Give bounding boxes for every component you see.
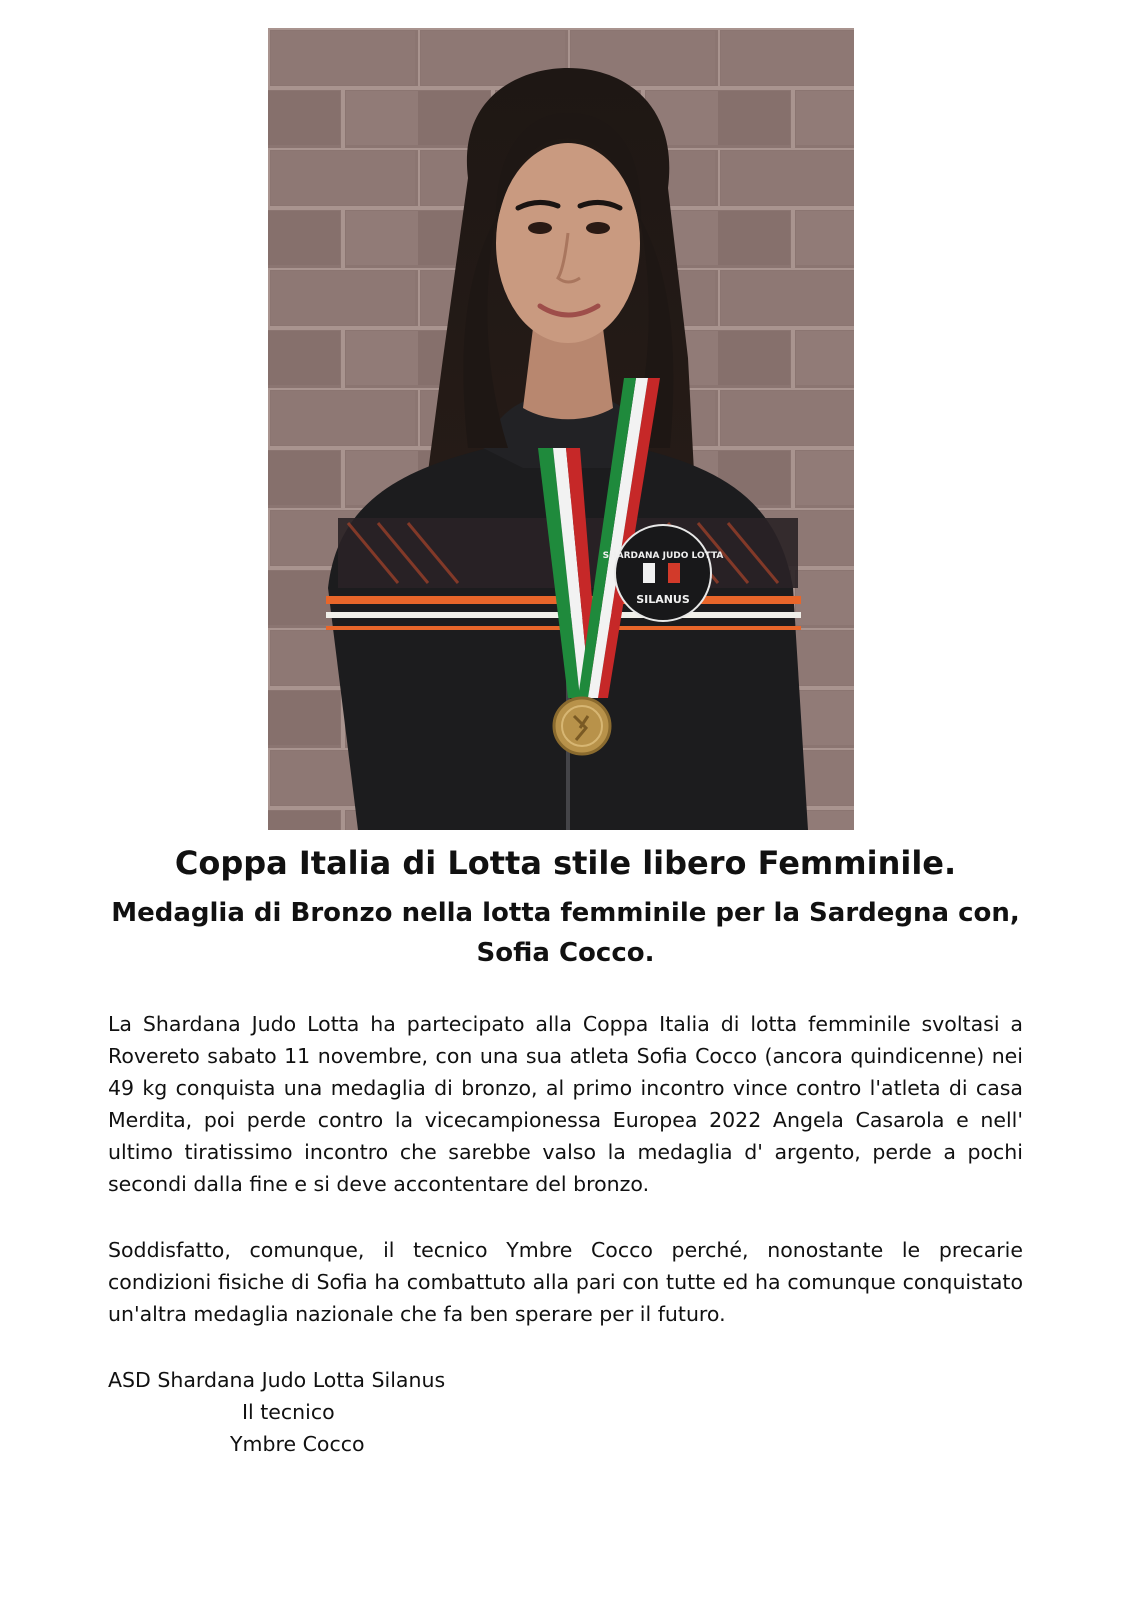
article-subtitle: Medaglia di Bronzo nella lotta femminile per la Sardegna con, Sofia Cocco.: [111, 898, 1020, 968]
eye-right: [586, 222, 610, 234]
signature-organization: ASD Shardana Judo Lotta Silanus: [108, 1368, 446, 1392]
signature-name: Ymbre Cocco: [230, 1432, 365, 1456]
article-paragraph-2: Soddisfatto, comunque, il tecnico Ymbre Cocco perché, nonostante le precarie condizioni fisiche di Sofia ha combattuto alla pari con tutte ed ha comunque conquistato un'altra medaglia nazionale che fa ben sperare per il futuro.: [108, 1238, 1023, 1326]
athlete-photo: [268, 28, 854, 830]
article-title: Coppa Italia di Lotta stile libero Femminile.: [174, 844, 957, 882]
article-paragraph-1: La Shardana Judo Lotta ha partecipato alla Coppa Italia di lotta femminile svoltasi a Rovereto sabato 11 novembre, con una sua atleta Sofia Cocco (ancora quindicenne) nei 49 kg conquista una medaglia di bronzo, al primo incontro vince contro l'atleta di casa Merdita, poi perde contro la vicecampionessa Europea 2022 Angela Casarola e nell' ultimo tiratissimo incontro che sarebbe valso la medaglia d' argento, perde a pochi secondi dalla fine e si deve accontentare del bronzo.: [108, 1012, 1023, 1196]
signature-role: Il tecnico: [242, 1400, 335, 1424]
svg-text:SILANUS: SILANUS: [636, 593, 690, 606]
eye-left: [528, 222, 552, 234]
svg-text:SHARDANA JUDO LOTTA: SHARDANA JUDO LOTTA: [602, 551, 724, 561]
